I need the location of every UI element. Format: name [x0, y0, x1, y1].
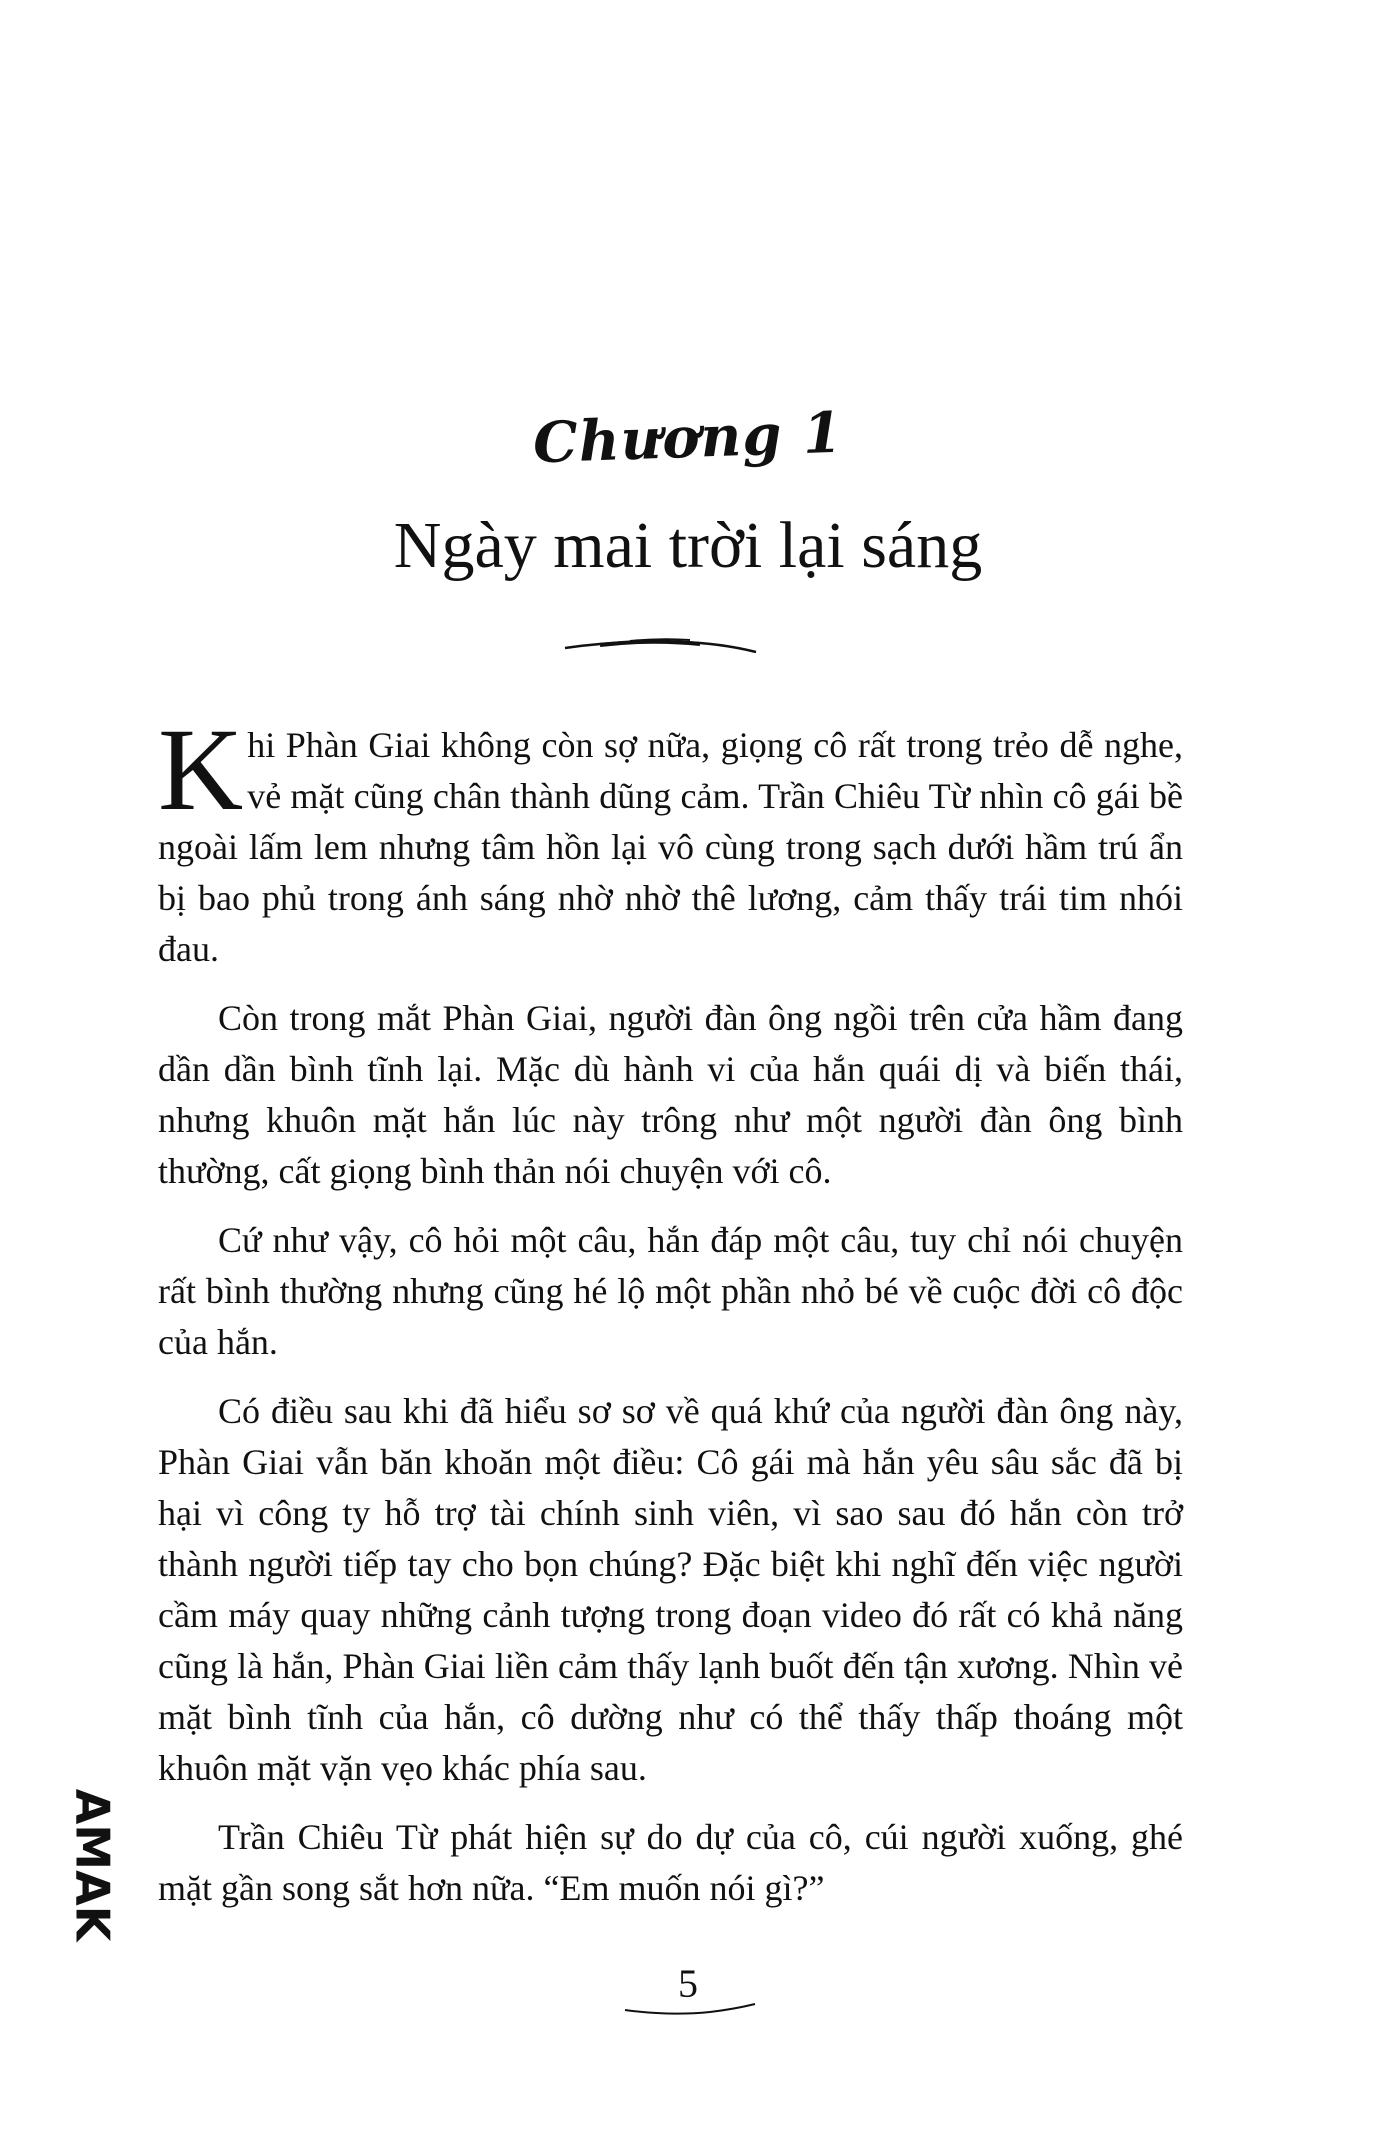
paragraph-5: Trần Chiêu Từ phát hiện sự do dự của cô, cúi người xuống, ghé mặt gần song sắt hơn nữa. “Em muốn nói gì?”: [158, 1817, 1183, 1908]
publisher-logo-text: AMAK: [65, 1788, 120, 1942]
paragraph-2: Còn trong mắt Phàn Giai, người đàn ông ngồi trên cửa hầm đang dần dần bình tĩnh lại. Mặc dù hành vi của hắn quái dị và biến thái, nhưng khuôn mặt hắn lúc này trông như một người đàn ông bình thường, cất giọng bình thản nói chuyện với cô.: [158, 998, 1183, 1191]
paragraph-4: Có điều sau khi đã hiểu sơ sơ về quá khứ của người đàn ông này, Phàn Giai vẫn băn khoăn một điều: Cô gái mà hắn yêu sâu sắc đã bị hại vì công ty hỗ trợ tài chính sinh viên, vì sao sau đó hắn còn trở thành người tiếp tay cho bọn chúng? Đặc biệt khi nghĩ đến việc người cầm máy quay những cảnh tượng trong đoạn video đó rất có khả năng cũng là hắn, Phàn Giai liền cảm thấy lạnh buốt đến tận xương. Nhìn vẻ mặt bình tĩnh của hắn, cô dường như có thể thấy thấp thoáng một khuôn mặt vặn vẹo khác phía sau.: [158, 1391, 1183, 1788]
title-flourish-decoration: [560, 628, 760, 658]
chapter-label: Chương 1: [532, 399, 844, 477]
page-number: 5: [678, 1961, 698, 2006]
page-number-underline: [620, 2000, 760, 2020]
chapter-body: [158, 704, 1183, 1932]
drop-cap: K: [158, 704, 244, 835]
chapter-title: Ngày mai trời lại sáng: [393, 509, 983, 582]
paragraph-3: Cứ như vậy, cô hỏi một câu, hắn đáp một câu, tuy chỉ nói chuyện rất bình thường nhưng cũng hé lộ một phần nhỏ bé về cuộc đời cô độc của hắn.: [158, 1220, 1183, 1362]
paragraph-text: hi Phàn Giai không còn sợ nữa, giọng cô rất trong trẻo dễ nghe, vẻ mặt cũng chân thành dũng cảm. Trần Chiêu Từ nhìn cô gái bề ngoài lấm lem nhưng tâm hồn lại vô cùng trong sạch dưới hầm trú ẩn bị bao phủ trong ánh sáng nhờ nhờ thê lương, cảm thấy trái tim nhói đau.: [158, 725, 1183, 969]
paragraph-1: [158, 704, 1183, 975]
publisher-logo: [14, 1788, 120, 1942]
